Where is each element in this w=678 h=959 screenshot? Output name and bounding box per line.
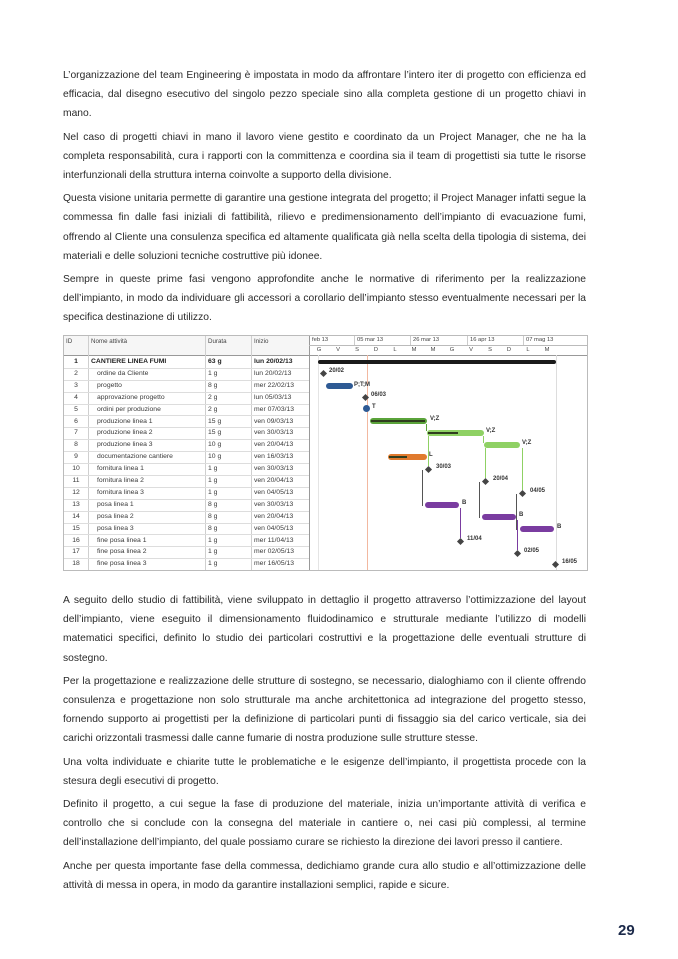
paragraph: L’organizzazione del team Engineering è impostata in modo da affrontare l’intero iter di progetto con efficienza ed efficacia, dal disegno esecutivo del singolo pezzo speciale sino alla completa gestione di un progetto chiavi in mano. — [63, 70, 586, 120]
col-start-header: Inizio — [254, 338, 269, 345]
paragraph: Per la progettazione e realizzazione delle strutture di sostegno, se necessario, dialoghiamo con il cliente offrendo consulenza e progettazione non solo strutturale ma anche architettonica ad integrazione del progetto stesso, fornendo supporto ai progettisti per la definizione di particolari punti di fissaggio sia del carico verticale, sia dei carichi orizzontali trasmessi dalle canne fumarie di nostra produzione sulle strutture stesse. — [63, 675, 586, 745]
task-bar-posa-1 — [425, 502, 459, 508]
paragraph: Nel caso di progetti chiavi in mano il lavoro viene gestito e coordinato da un Project Manager, che ne ha la completa responsabilità, cura i rapporti con la committenza e coordina sia il team di progettisti sia tutte le risorse interfunzionali della struttura interna coinvolte a supporto della divisione. — [63, 131, 586, 182]
task-bar-produzione-3 — [484, 442, 520, 448]
process-text — [63, 591, 586, 899]
table-row: 9 documentazione cantiere 10 g ven 16/03/13 — [64, 451, 309, 464]
milestone-icon — [552, 561, 559, 568]
table-row: 14 posa linea 2 8 g ven 20/04/13 — [64, 511, 309, 524]
milestone-icon — [519, 490, 526, 497]
milestone-icon — [457, 538, 464, 545]
task-approvazione — [363, 405, 370, 412]
paragraph: A seguito dello studio di fattibilità, viene sviluppato in dettaglio il progetto attraverso l’ottimizzazione del layout dell’impianto, viene eseguito il dimensionamento fluidodinamico e strutturale mediante l’utilizzo di modelli matematici specifici, definito lo studio dei particolari costruttivi e la progettazione delle eventuali strutture di sostegno. — [63, 595, 586, 664]
table-row: 16 fine posa linea 1 1 g mer 11/04/13 — [64, 535, 309, 548]
gantt-chart — [63, 335, 588, 571]
task-bar-produzione-2 — [427, 430, 484, 436]
task-bar-posa-3 — [520, 526, 554, 532]
table-row: 12 fornitura linea 3 1 g ven 04/05/13 — [64, 487, 309, 500]
paragraph: Sempre in queste prime fasi vengono approfondite anche le normative di riferimento per la realizzazione dell’impianto, in modo da individuare gli accessori a corollario dell’impianto stesso eventualmente necessari per la specifica destinazione di utilizzo. — [63, 274, 586, 324]
gantt-task-table — [64, 336, 310, 570]
table-row: 3 progetto 8 g mer 22/02/13 — [64, 380, 309, 393]
col-duration-header: Durata — [208, 338, 227, 345]
task-bar-produzione-1 — [370, 418, 427, 424]
milestone-icon — [514, 550, 521, 557]
table-row: 18 fine posa linea 3 1 g mer 16/05/13 — [72, 560, 295, 568]
col-name-header: Nome attività — [91, 338, 128, 345]
task-bar-documentazione — [388, 454, 427, 460]
table-row: 5 ordini per produzione 2 g mer 07/03/13 — [64, 404, 309, 417]
timescale-major: feb 13 05 mar 13 26 mar 13 16 apr 13 07 mag 13 — [309, 336, 587, 346]
table-row: 11 fornitura linea 2 1 g ven 20/04/13 — [64, 475, 309, 488]
table-row: 7 produzione linea 2 15 g ven 30/03/13 — [64, 427, 309, 440]
timescale-minor: G V S D L M M G V S D L M — [309, 346, 587, 356]
table-row: 10 fornitura linea 1 1 g ven 30/03/13 — [64, 463, 309, 476]
table-row: 1 CANTIERE LINEA FUMI 63 g lun 20/02/13 — [64, 356, 309, 369]
paragraph: Una volta individuate e chiarite tutte le problematiche e le esigenze dell’impianto, il progettista procede con la stesura degli esecutivi di progetto. — [63, 756, 586, 787]
milestone-icon — [425, 466, 432, 473]
page-number: 29 — [618, 922, 635, 939]
col-id-header: ID — [66, 338, 73, 345]
task-bar-posa-2 — [482, 514, 516, 520]
table-row: 2 ordine da Cliente 1 g lun 20/02/13 — [64, 368, 309, 381]
milestone-icon — [482, 478, 489, 485]
table-row: 15 posa linea 3 8 g ven 04/05/13 — [64, 523, 309, 536]
paragraph: Definito il progetto, a cui segue la fase di produzione del materiale, inizia un’importante attività di verifica e controllo che si conclude con la consegna del materiale in cantiere o, nei casi più complessi, al termine dell’installazione dell’impianto, del quale possiamo curare se richiesto la direzione dei lavori presso il cantiere. — [63, 799, 586, 849]
paragraph: Anche per questa importante fase della commessa, dedichiamo grande cura allo studio e all’ottimizzazione delle attività di messa in opera, in modo da garantire installazioni semplici, rapide e sicure. — [63, 860, 586, 891]
table-header — [64, 336, 309, 356]
intro-text — [63, 66, 586, 332]
paragraph: Questa visione unitaria permette di garantire una gestione integrata del progetto; il Project Manager infatti segue la commessa fin dalle fasi iniziali di fattibilità, rilievo e predimensionamento dell’impianto di evacuazione fumi, offrendo al Cliente una consulenza specifica ed altamente qualificata già nella scelta della tipologia di sistema, dei materiali e delle soluzioni tecniche costruttive più idonee. — [63, 193, 586, 262]
table-row: 8 produzione linea 3 10 g ven 20/04/13 — [64, 439, 309, 452]
milestone-icon — [320, 370, 327, 377]
table-row: 6 produzione linea 1 15 g ven 09/03/13 — [64, 416, 309, 429]
task-bar-progetto — [326, 383, 353, 389]
table-row: 17 fine posa linea 2 1 g mer 02/05/13 — [64, 546, 309, 559]
table-row: 13 posa linea 1 8 g ven 30/03/13 — [64, 499, 309, 512]
gantt-timeline: feb 13 05 mar 13 26 mar 13 16 apr 13 07 mag 13 G V S D L M M G V S D L M 20/02 P;T;M 06/03 T V;Z V;Z V;Z L 30/03 20/04 04/05 B B B 11/04 02/05 16/05 — [309, 336, 587, 570]
table-row: 4 approvazione progetto 2 g lun 05/03/13 — [64, 392, 309, 405]
summary-bar — [318, 360, 556, 364]
